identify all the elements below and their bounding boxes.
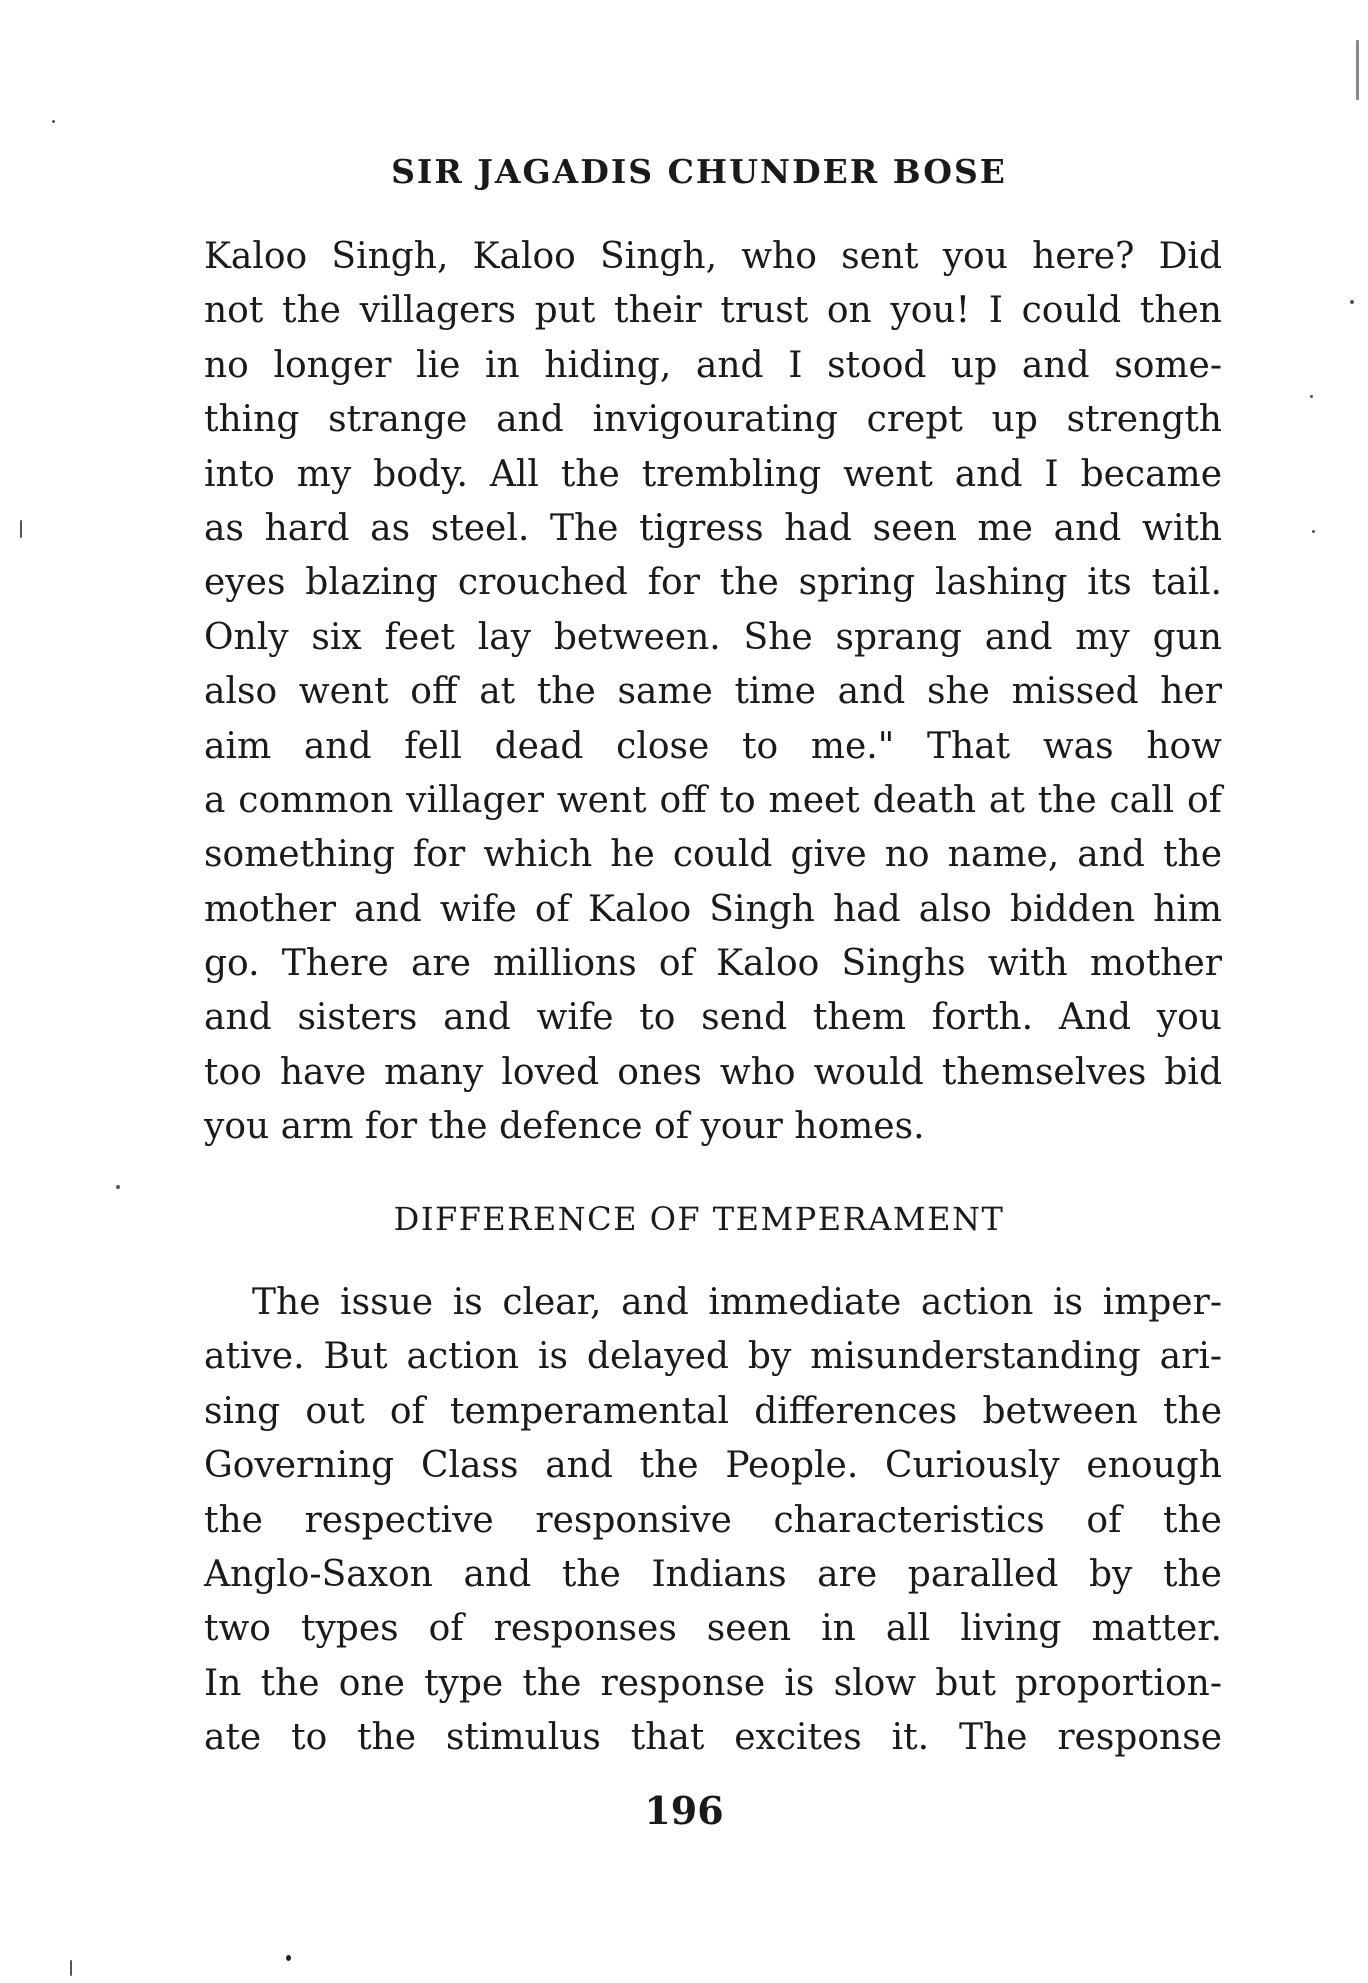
text-line: something for which he could give no name, and the bbox=[204, 834, 1222, 876]
scan-speck bbox=[20, 520, 22, 538]
text-line: sing out of temperamental differences between the bbox=[204, 1390, 1222, 1432]
text-line: Kaloo Singh, Kaloo Singh, who sent you here? Did bbox=[204, 236, 1222, 277]
scan-speck bbox=[286, 1955, 291, 1961]
text-line: Anglo-Saxon and the Indians are paralled by the bbox=[204, 1553, 1222, 1595]
text-line: thing strange and invigourating crept up strength bbox=[204, 399, 1222, 441]
text-line: Governing Class and the People. Curiously enough bbox=[204, 1445, 1222, 1487]
text-line: as hard as steel. The tigress had seen me and with bbox=[204, 507, 1222, 549]
text-line: into my body. All the trembling went and I became bbox=[204, 453, 1222, 495]
text-line: too have many loved ones who would themselves bid bbox=[204, 1051, 1222, 1093]
text-line: The issue is clear, and immediate action is imper- bbox=[252, 1282, 1222, 1323]
text-line: a common villager went off to meet death at the call of bbox=[204, 779, 1222, 821]
text-line: aim and fell dead close to me." That was how bbox=[204, 725, 1222, 767]
paragraph-2 bbox=[204, 1276, 1222, 1766]
scan-speck bbox=[1312, 530, 1315, 533]
text-line: the respective responsive characteristics of the bbox=[204, 1499, 1222, 1541]
scan-speck bbox=[1310, 395, 1313, 398]
text-line: also went off at the same time and she missed her bbox=[204, 671, 1222, 713]
paragraph-1 bbox=[204, 230, 1222, 1155]
scan-speck bbox=[1356, 40, 1359, 100]
scan-speck bbox=[70, 1960, 72, 1976]
page-number: 196 bbox=[644, 1788, 724, 1833]
text-line: no longer lie in hiding, and I stood up and some- bbox=[204, 344, 1222, 386]
text-line: ate to the stimulus that excites it. The response bbox=[204, 1717, 1222, 1759]
text-line: In the one type the response is slow but proportion- bbox=[204, 1662, 1222, 1704]
text-line: not the villagers put their trust on you! I could then bbox=[204, 290, 1222, 332]
scan-speck bbox=[1350, 300, 1354, 304]
text-line: Only six feet lay between. She sprang and my gun bbox=[204, 616, 1222, 658]
scan-speck bbox=[52, 120, 55, 123]
running-head: SIR JAGADIS CHUNDER BOSE bbox=[391, 152, 1007, 191]
text-line: two types of responses seen in all living matter. bbox=[204, 1608, 1222, 1650]
text-line: ative. But action is delayed by misunderstanding ari- bbox=[204, 1336, 1222, 1378]
section-heading: DIFFERENCE OF TEMPERAMENT bbox=[393, 1200, 1005, 1238]
text-line: and sisters and wife to send them forth. And you bbox=[204, 997, 1222, 1039]
scan-speck bbox=[116, 1185, 120, 1189]
text-line: you arm for the defence of your homes. bbox=[204, 1106, 925, 1148]
text-line: mother and wife of Kaloo Singh had also bidden him bbox=[204, 888, 1222, 930]
text-line: go. There are millions of Kaloo Singhs with mother bbox=[204, 943, 1222, 985]
text-line: eyes blazing crouched for the spring lashing its tail. bbox=[204, 562, 1222, 604]
